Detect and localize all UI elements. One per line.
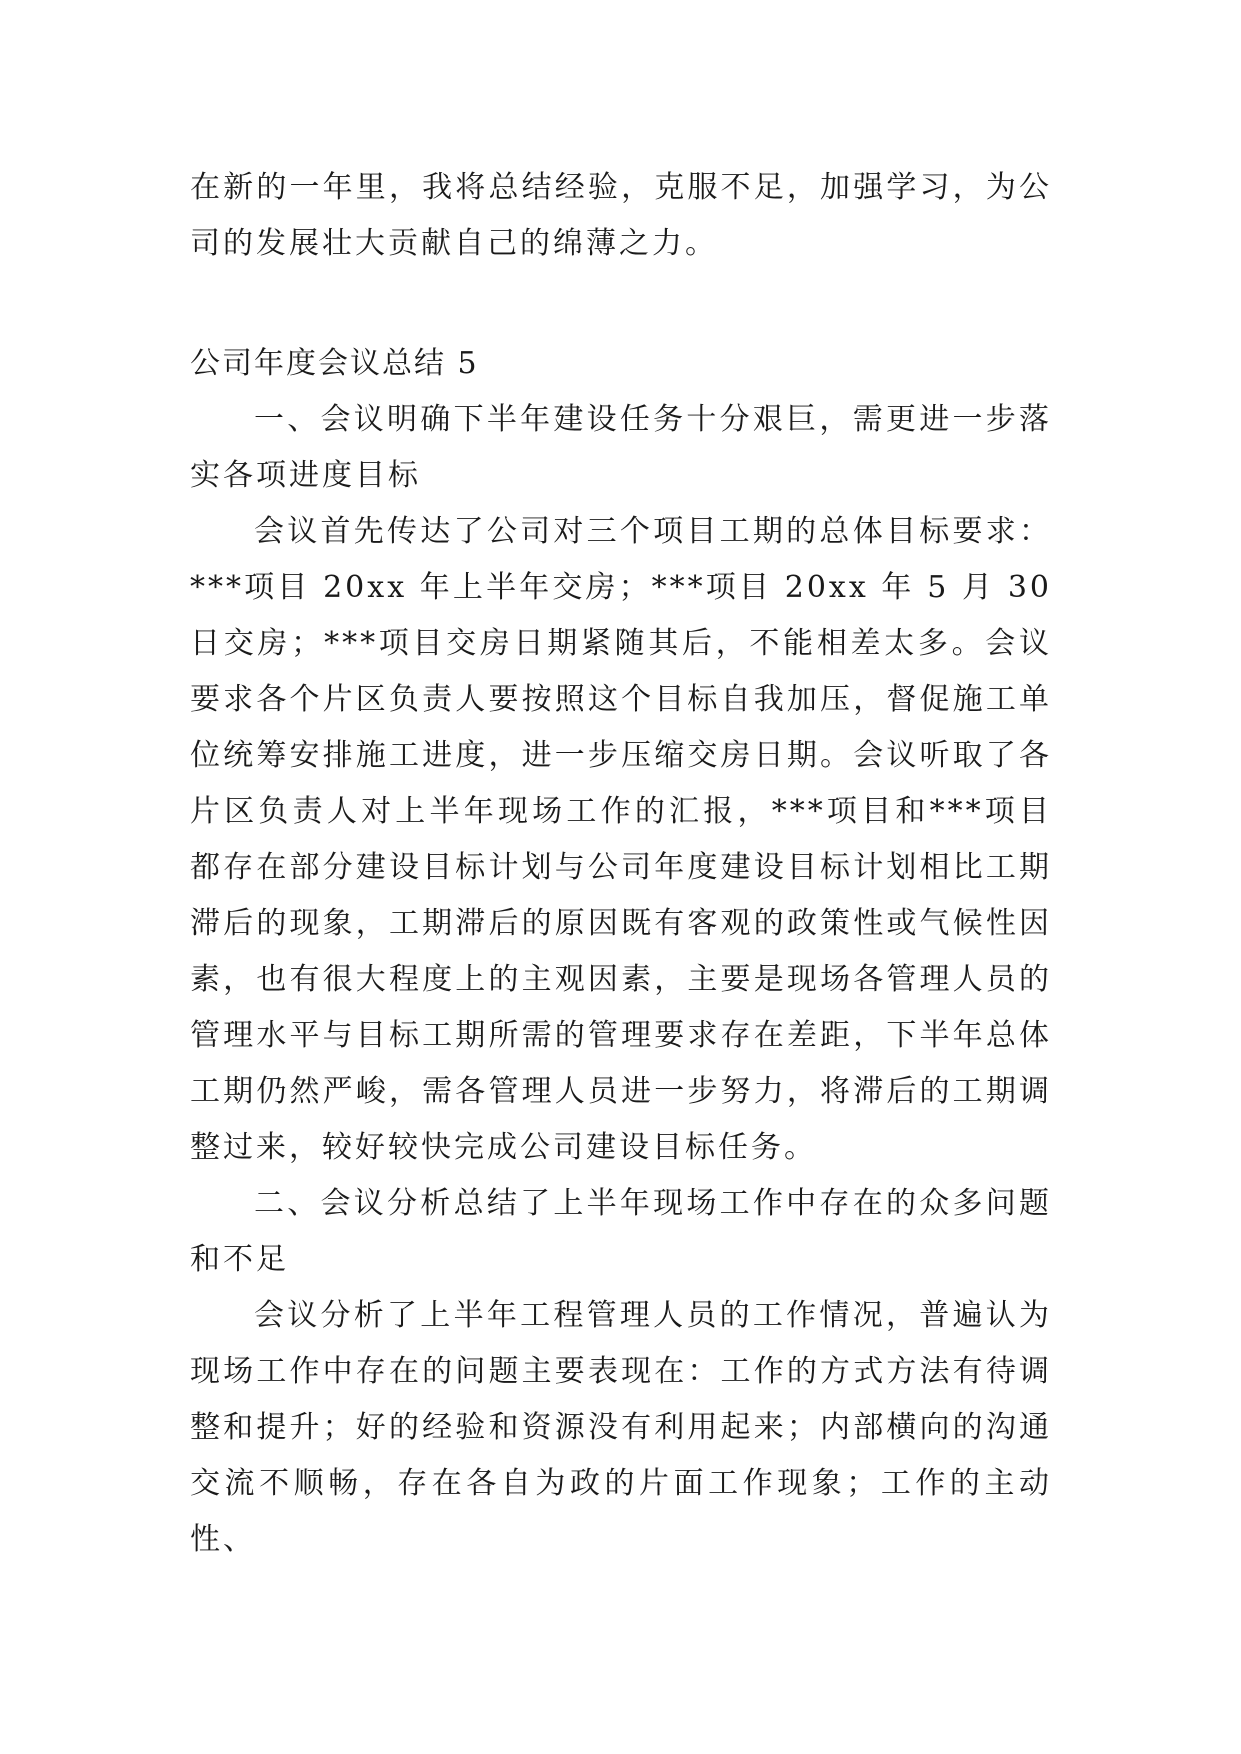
section-heading-2: 二、会议分析总结了上半年现场工作中存在的众多问题和不足 (190, 1186, 1052, 1277)
section-title: 公司年度会议总结 5 (190, 346, 479, 381)
section-block (190, 336, 1052, 1568)
section-paragraph-2: 会议分析了上半年工程管理人员的工作情况，普遍认为现场工作中存在的问题主要表现在：工作的方式方法有待调整和提升；好的经验和资源没有利用起来；内部横向的沟通交流不顺畅，存在各自为政的片面工作现象；工作的主动性、 (190, 1298, 1052, 1557)
intro-block (190, 160, 1052, 272)
intro-paragraph: 在新的一年里，我将总结经验，克服不足，加强学习，为公司的发展壮大贡献自己的绵薄之力。 (190, 170, 1052, 261)
section-paragraph-1: 会议首先传达了公司对三个项目工期的总体目标要求：***项目 20xx 年上半年交房；***项目 20xx 年 5 月 30 日交房；***项目交房日期紧随其后，不能相差太多。会议要求各个片区负责人要按照这个目标自我加压，督促施工单位统筹安排施工进度，进一步压缩交房日期。会议听取了各片区负责人对上半年现场工作的汇报，***项目和***项目都存在部分建设目标计划与公司年度建设目标计划相比工期滞后的现象，工期滞后的原因既有客观的政策性或气候性因素，也有很大程度上的主观因素，主要是现场各管理人员的管理水平与目标工期所需的管理要求存在差距，下半年总体工期仍然严峻，需各管理人员进一步努力，将滞后的工期调整过来，较好较快完成公司建设目标任务。 (190, 514, 1052, 1165)
section-heading-1: 一、会议明确下半年建设任务十分艰巨，需更进一步落实各项进度目标 (190, 402, 1052, 493)
